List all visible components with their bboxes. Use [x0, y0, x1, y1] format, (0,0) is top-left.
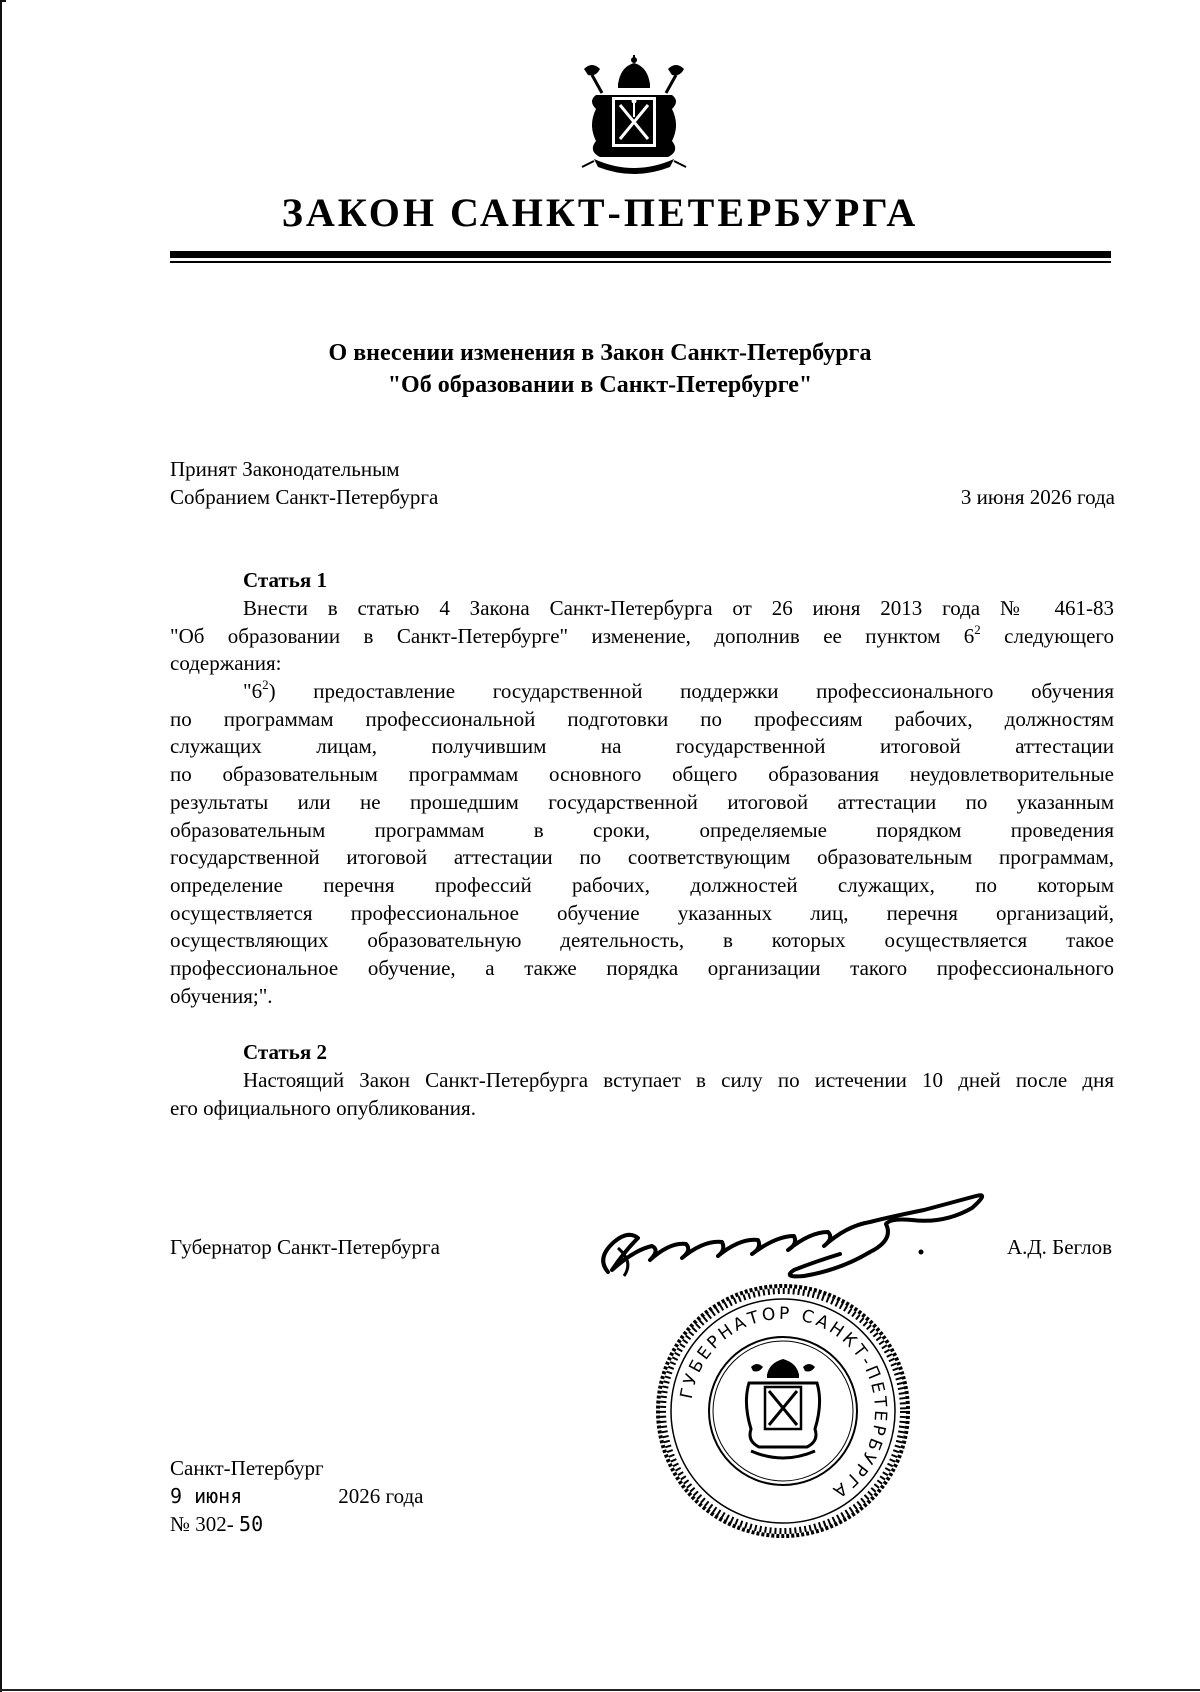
article-1-line-tail: следующего [980, 623, 1114, 648]
article-1-item-line: осуществляющих образовательную деятельность, в которых осуществляется такое [170, 928, 1114, 953]
article-2-body [170, 1067, 1114, 1122]
signing-place-block [170, 1455, 424, 1539]
adopted-line-2: Собранием Санкт-Петербурга [170, 485, 439, 509]
handwritten-signature [594, 1180, 994, 1290]
law-number-suffix: 50 [239, 1512, 264, 1536]
subject-line-1: О внесении изменения в Закон Санкт-Петербурга [328, 340, 872, 366]
signing-date [170, 1483, 424, 1511]
adopted-date: 3 июня 2026 года [960, 485, 1115, 509]
article-1-item-line: по образовательным программам основного общего образования неудовлетворительные [170, 762, 1114, 787]
title-divider-thick [170, 251, 1111, 258]
article-1-item-first-line [170, 678, 1114, 706]
item-first-rest: ) предоставление государственной поддержки профессионального обучения [268, 679, 1114, 704]
adopted-line-1: Принят Законодательным [170, 457, 400, 481]
article-1-line [170, 623, 1114, 651]
article-2-line: его официального опубликования. [170, 1095, 476, 1120]
adoption-block [170, 456, 1115, 512]
scan-edge-left [0, 0, 2, 1692]
article-1-heading: Статья 1 [243, 568, 327, 592]
article-1-item-line: обучения;". [170, 983, 273, 1008]
signing-day-month: 9 июня [170, 1484, 243, 1508]
article-1-line: содержания: [170, 651, 282, 676]
law-subject [0, 337, 1200, 401]
official-seal-icon [655, 1283, 911, 1539]
article-1-line: Внести в статью 4 Закона Санкт-Петербурга от 26 июня 2013 года № 461-83 [243, 596, 1114, 620]
article-1-item-line: по программам профессиональной подготовки по профессиям рабочих, должностям [170, 706, 1114, 731]
governor-name: А.Д. Беглов [1006, 1235, 1112, 1259]
article-1-item-line: образовательным программам в сроки, определяемые порядком проведения [170, 817, 1114, 842]
law-number-prefix: № 302- [170, 1512, 234, 1536]
article-1-item-line: осуществляется профессиональное обучение указанных лиц, перечня организаций, [170, 900, 1114, 925]
article-1-line-text: "Об образовании в Санкт-Петербурге" изменение, дополнив ее пунктом 6 [170, 623, 975, 648]
law-number [170, 1511, 424, 1539]
title-divider-thin [170, 261, 1111, 263]
article-1-item-line: профессиональное обучение, а также порядка организации такого профессионального [170, 955, 1114, 980]
article-1-item-line: результаты или не прошедшим государственной итоговой аттестации по указанным [170, 789, 1114, 814]
article-1-item-line: определение перечня профессий рабочих, должностей служащих, по которым [170, 872, 1114, 897]
article-1-item-line: государственной итоговой аттестации по соответствующим образовательным программам, [170, 845, 1114, 870]
article-1-body [170, 595, 1114, 1010]
signing-year: 2026 года [338, 1484, 424, 1508]
article-2-heading: Статья 2 [243, 1040, 327, 1064]
adopted-row [170, 484, 1115, 512]
superscript: 2 [974, 621, 981, 637]
signing-city: Санкт-Петербург [170, 1456, 324, 1480]
law-title: ЗАКОН САНКТ-ПЕТЕРБУРГА [281, 190, 919, 235]
superscript: 2 [262, 677, 269, 693]
coat-of-arms-icon [574, 55, 694, 177]
governor-title: Губернатор Санкт-Петербурга [170, 1235, 440, 1259]
item-open: "6 [243, 679, 263, 704]
subject-line-2: "Об образовании в Санкт-Петербурге" [387, 372, 813, 398]
scan-edge-bottom [0, 1689, 1200, 1691]
article-1-item-line: служащих лицам, получившим на государственной итоговой аттестации [170, 734, 1114, 759]
article-2-line: Настоящий Закон Санкт-Петербурга вступает в силу по истечении 10 дней после дня [243, 1068, 1114, 1092]
scan-edge-top [0, 0, 6, 2]
seal-ring-text: ГУБЕРНАТОР САНКТ-ПЕТЕРБУРГА [676, 1303, 891, 1503]
